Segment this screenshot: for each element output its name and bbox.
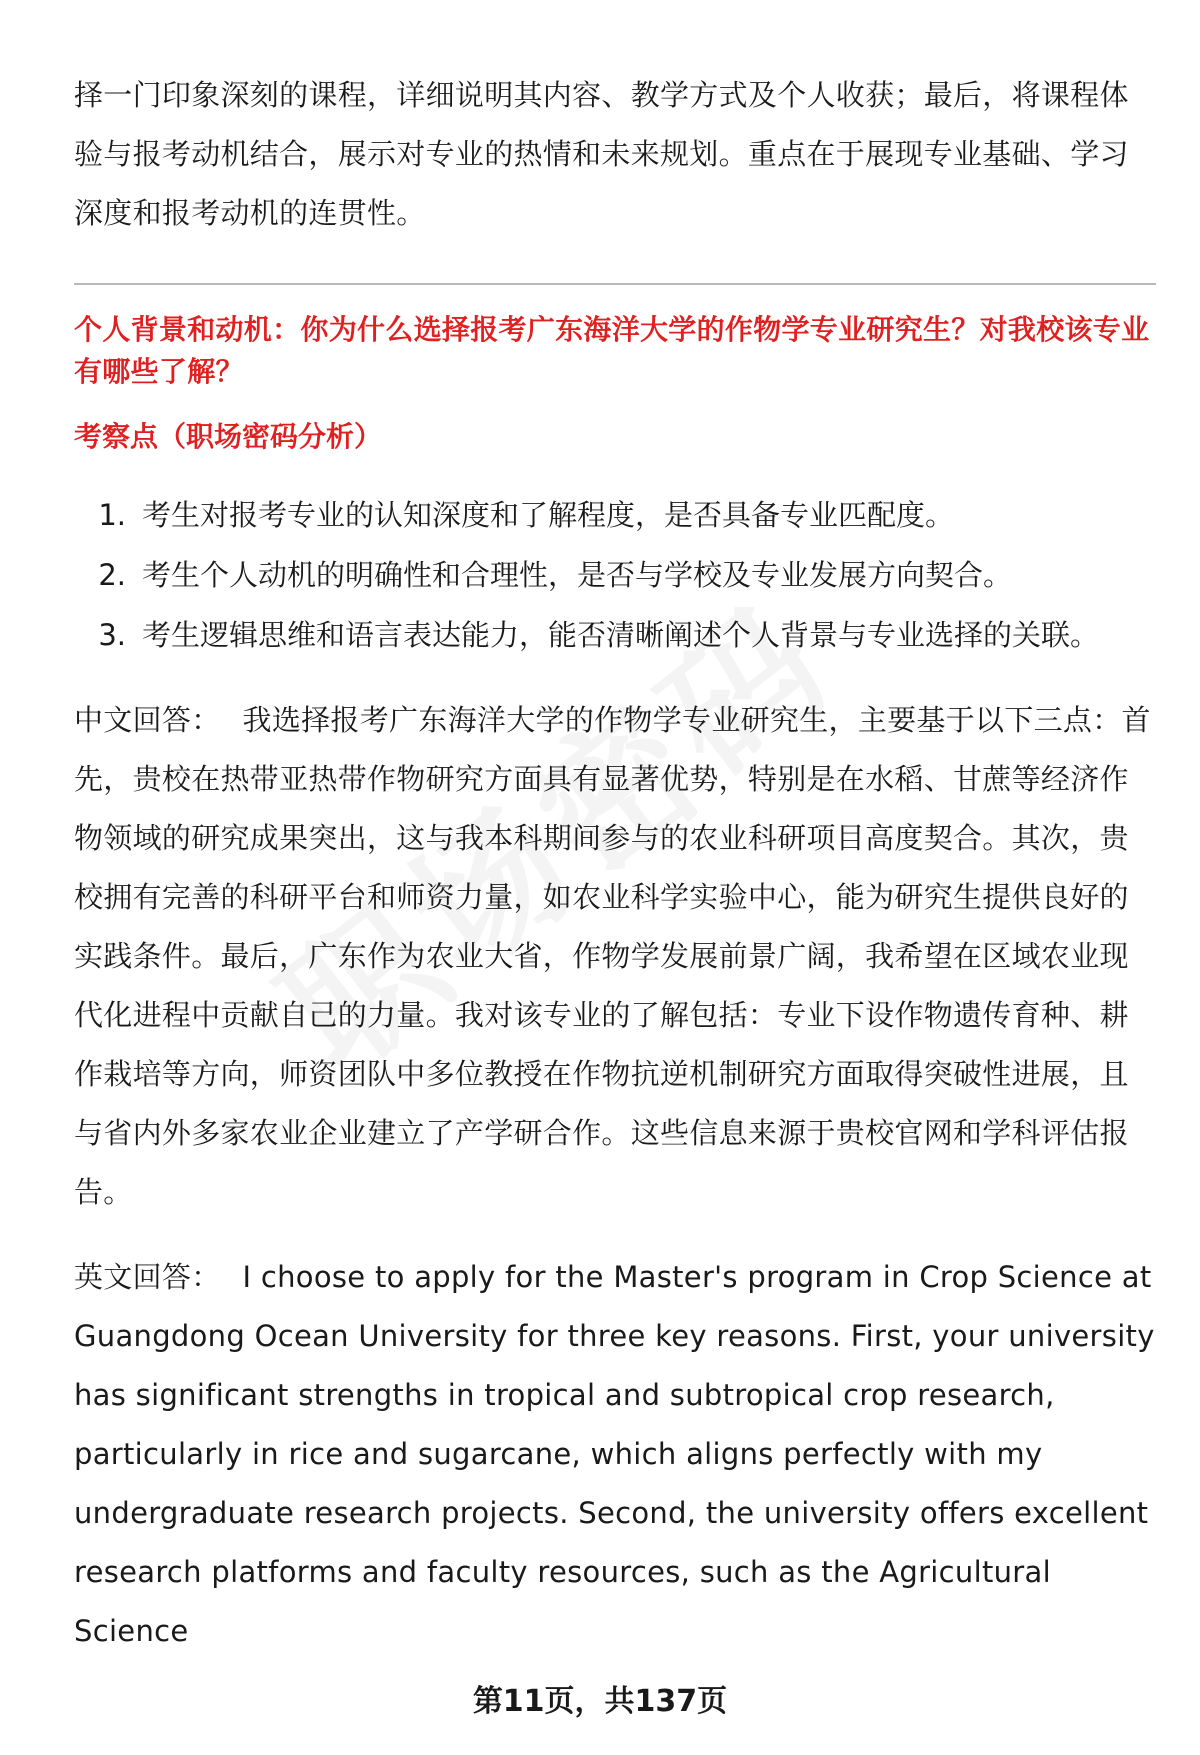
chinese-answer-paragraph: [74, 691, 1156, 1222]
focus-points-list: [74, 485, 1156, 665]
question-heading: 个人背景和动机：你为什么选择报考广东海洋大学的作物学专业研究生？对我校该专业有哪些了解？: [74, 313, 1150, 388]
chinese-answer-label: 中文回答：: [74, 703, 221, 737]
focus-point-number: 3.: [98, 618, 126, 652]
focus-point-text: 考生对报考专业的认知深度和了解程度，是否具备专业匹配度。: [142, 498, 955, 532]
focus-point-number: 2.: [98, 558, 126, 592]
page-content: [74, 66, 1156, 1661]
chinese-answer-text: 我选择报考广东海洋大学的作物学专业研究生，主要基于以下三点：首先，贵校在热带亚热带作物研究方面具有显著优势，特别是在水稻、甘蔗等经济作物领域的研究成果突出，这与我本科期间参与的农业科研项目高度契合。其次，贵校拥有完善的科研平台和师资力量，如农业科学实验中心，能为研究生提供良好的实践条件。最后，广东作为农业大省，作物学发展前景广阔，我希望在区域农业现代化进程中贡献自己的力量。我对该专业的了解包括：专业下设作物遗传育种、耕作栽培等方向，师资团队中多位教授在作物抗逆机制研究方面取得突破性进展，且与省内外多家农业企业建立了产学研合作。这些信息来源于贵校官网和学科评估报告。: [74, 703, 1151, 1209]
section-divider: [74, 283, 1156, 285]
focus-point-item: [74, 485, 1156, 545]
english-answer-paragraph: [74, 1248, 1156, 1661]
focus-heading: 考察点（职场密码分析）: [74, 420, 383, 453]
focus-point-number: 1.: [98, 498, 126, 532]
intro-paragraph: 择一门印象深刻的课程，详细说明其内容、教学方式及个人收获；最后，将课程体验与报考动机结合，展示对专业的热情和未来规划。重点在于展现专业基础、学习深度和报考动机的连贯性。: [74, 78, 1129, 230]
english-answer-label: 英文回答：: [74, 1260, 221, 1294]
focus-point-item: [74, 605, 1156, 665]
english-answer-text: I choose to apply for the Master's program in Crop Science at Guangdong Ocean University for three key reasons. First, your university has significant strengths in tropical and subtropical crop research, particularly in rice and sugarcane, which aligns perfectly with my undergraduate research projects. Second, the university offers excellent research platforms and faculty resources, such as the Agricultural Science: [74, 1260, 1155, 1648]
focus-point-text: 考生逻辑思维和语言表达能力，能否清晰阐述个人背景与专业选择的关联。: [142, 618, 1100, 652]
page-number-footer: 第11页，共137页: [472, 1684, 728, 1719]
focus-point-text: 考生个人动机的明确性和合理性，是否与学校及专业发展方向契合。: [142, 558, 1013, 592]
focus-point-item: [74, 545, 1156, 605]
